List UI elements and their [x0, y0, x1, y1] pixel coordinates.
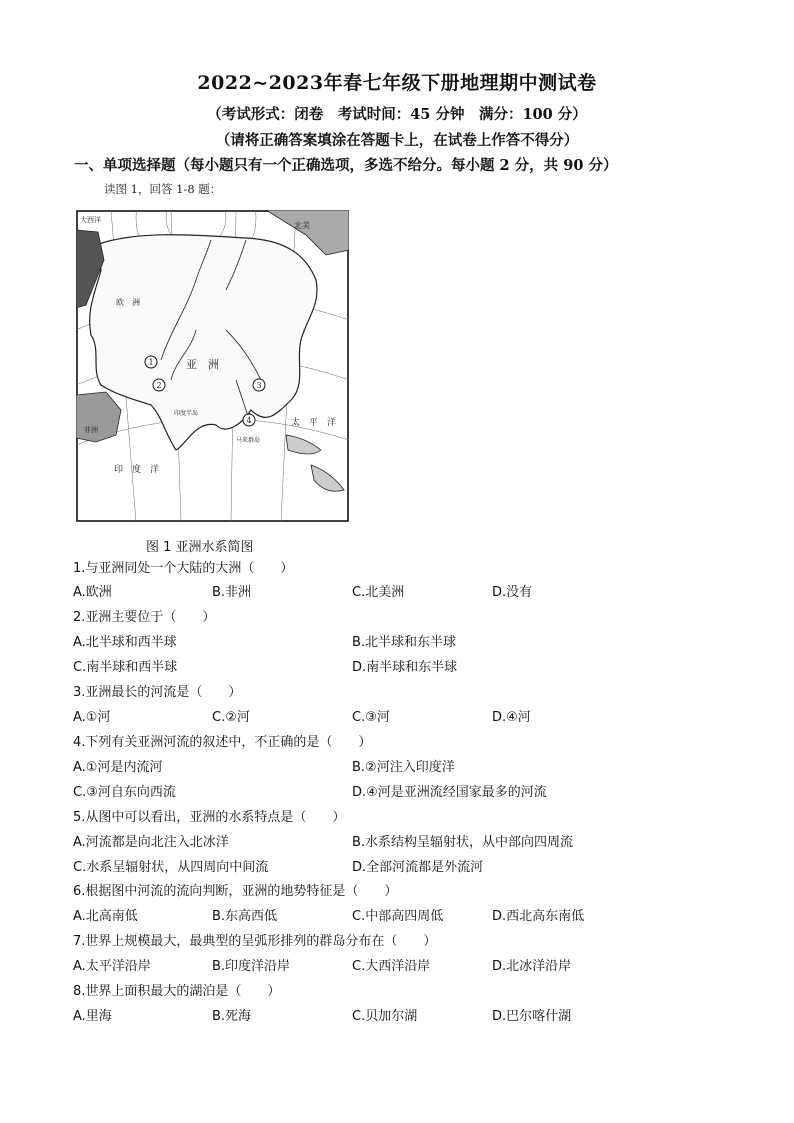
q5-option-d[interactable]: D.全部河流都是外流河 [352, 860, 484, 875]
label-north-america: 北美 [294, 221, 310, 230]
q3-option-c[interactable]: C.③河 [352, 710, 390, 725]
q5-option-c[interactable]: C.水系呈辐射状，从四周向中间流 [73, 860, 269, 875]
exam-title: 2022~2023年春七年级下册地理期中测试卷 [197, 72, 597, 94]
q1-option-d[interactable]: D.没有 [492, 585, 533, 600]
exam-notice: （请将正确答案填涂在答题卡上，在试卷上作答不得分） [215, 132, 579, 149]
label-africa: 非洲 [84, 426, 98, 434]
q7-option-a[interactable]: A.太平洋沿岸 [73, 959, 151, 974]
question-6: 6.根据图中河流的流向判断，亚洲的地势特征是（ ） [73, 884, 398, 899]
label-malay-archipelago: 马来群岛 [236, 437, 261, 444]
q2-option-d[interactable]: D.南半球和东半球 [352, 660, 458, 675]
q4-option-b[interactable]: B.②河注入印度洋 [352, 760, 455, 775]
river-2-marker: 2 [156, 381, 162, 390]
section-heading: 一、单项选择题（每小题只有一个正确选项，多选不给分。每小题 2 分，共 90 分） [74, 157, 618, 174]
q4-option-c[interactable]: C.③河自东向西流 [73, 785, 176, 800]
label-atlantic: 大西洋 [80, 216, 101, 224]
q2-option-c[interactable]: C.南半球和西半球 [73, 660, 178, 675]
river-4-marker: 4 [246, 416, 252, 425]
q8-option-c[interactable]: C.贝加尔湖 [352, 1009, 418, 1024]
label-indian-ocean: 印 度 洋 [114, 465, 160, 475]
q2-option-a[interactable]: A.北半球和西半球 [73, 635, 177, 650]
question-2: 2.亚洲主要位于（ ） [73, 610, 216, 625]
read-instruction: 读图 1，回答 1-8 题： [104, 182, 222, 196]
q6-option-a[interactable]: A.北高南低 [73, 909, 138, 924]
asia-water-system-map [76, 210, 349, 522]
q5-option-b[interactable]: B.水系结构呈辐射状，从中部向四周流 [352, 835, 574, 850]
exam-info: （考试形式：闭卷 考试时间：45 分钟 满分：100 分） [207, 106, 587, 123]
q4-option-d[interactable]: D.④河是亚洲流经国家最多的河流 [352, 785, 547, 800]
question-5: 5.从图中可以看出，亚洲的水系特点是（ ） [73, 810, 346, 825]
label-india-peninsula: 印度半岛 [174, 410, 199, 417]
question-3: 3.亚洲最长的河流是（ ） [73, 685, 242, 700]
question-4: 4.下列有关亚洲河流的叙述中，不正确的是（ ） [73, 735, 372, 750]
figure-caption: 图 1 亚洲水系简图 [146, 540, 254, 555]
q6-option-c[interactable]: C.中部高四周低 [352, 909, 444, 924]
q3-option-b[interactable]: C.②河 [212, 710, 250, 725]
q1-option-c[interactable]: C.北美洲 [352, 585, 405, 600]
label-pacific-ocean: 太 平 洋 [291, 418, 337, 428]
q5-option-a[interactable]: A.河流都是向北注入北冰洋 [73, 835, 229, 850]
q4-option-a[interactable]: A.①河是内流河 [73, 760, 163, 775]
question-1: 1.与亚洲同处一个大陆的大洲（ ） [73, 561, 294, 576]
question-8: 8.世界上面积最大的湖泊是（ ） [73, 984, 281, 999]
q6-option-d[interactable]: D.西北高东南低 [492, 909, 585, 924]
label-asia: 亚 洲 [186, 358, 219, 371]
q8-option-a[interactable]: A.里海 [73, 1009, 112, 1024]
q6-option-b[interactable]: B.东高西低 [212, 909, 278, 924]
q8-option-b[interactable]: B.死海 [212, 1009, 252, 1024]
q7-option-d[interactable]: D.北冰洋沿岸 [492, 959, 572, 974]
question-7: 7.世界上规模最大，最典型的呈弧形排列的群岛分布在（ ） [73, 934, 437, 949]
label-europe: 欧 洲 [116, 298, 140, 307]
river-1-marker: 1 [148, 358, 154, 367]
q7-option-c[interactable]: C.大西洋沿岸 [352, 959, 431, 974]
q7-option-b[interactable]: B.印度洋沿岸 [212, 959, 291, 974]
q1-option-a[interactable]: A.欧洲 [73, 585, 112, 600]
q3-option-d[interactable]: D.④河 [492, 710, 531, 725]
river-3-marker: 3 [256, 381, 262, 390]
q2-option-b[interactable]: B.北半球和东半球 [352, 635, 457, 650]
q3-option-a[interactable]: A.①河 [73, 710, 111, 725]
q8-option-d[interactable]: D.巴尔喀什湖 [492, 1009, 572, 1024]
q1-option-b[interactable]: B.非洲 [212, 585, 252, 600]
